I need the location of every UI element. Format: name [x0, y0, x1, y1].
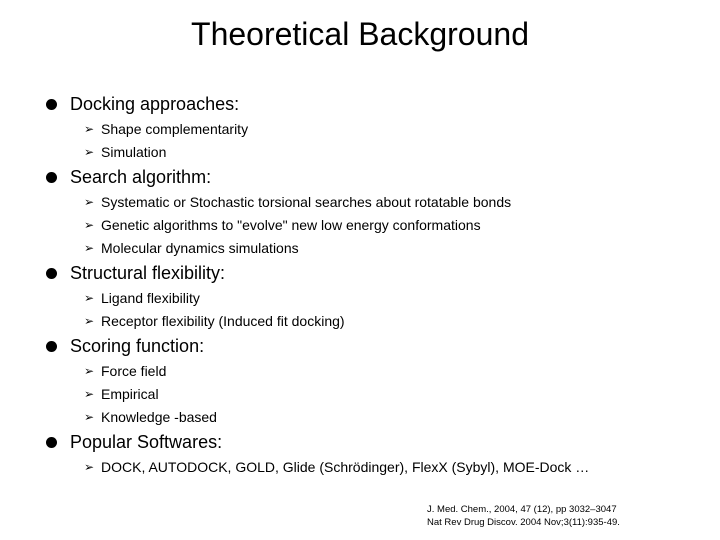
bullet-label: Scoring function:	[70, 336, 205, 356]
reference: J. Med. Chem., 2004, 47 (12), pp 3032–3047	[427, 504, 617, 515]
sub-bullet-item	[0, 191, 720, 214]
arrow-bullet-icon: ➢	[84, 460, 95, 474]
arrow-bullet-icon: ➢	[84, 241, 95, 255]
arrow-bullet-icon: ➢	[84, 195, 95, 209]
sub-bullet-item	[0, 310, 720, 333]
references	[427, 503, 620, 529]
sub-bullet-item	[0, 141, 720, 164]
arrow-bullet-icon: ➢	[84, 387, 95, 401]
arrow-bullet-icon: ➢	[84, 314, 95, 328]
bullet-label: Search algorithm:	[70, 167, 212, 187]
bullet-dot-icon	[46, 341, 57, 352]
sub-bullet-label: Force field	[101, 363, 167, 379]
sub-bullet-label: Empirical	[101, 386, 159, 402]
arrow-bullet-icon: ➢	[84, 291, 95, 305]
bullet-label: Popular Softwares:	[70, 432, 223, 452]
sub-bullet-item	[0, 360, 720, 383]
sub-bullet-item	[0, 456, 720, 479]
sub-bullet-label: Ligand flexibility	[101, 290, 200, 306]
sub-bullet-item	[0, 406, 720, 429]
sub-bullet-label: Molecular dynamics simulations	[101, 240, 299, 256]
sub-bullet-item	[0, 383, 720, 406]
bullet-dot-icon	[46, 437, 57, 448]
bullet-item	[0, 164, 720, 191]
bullet-list	[0, 91, 720, 479]
sub-bullet-label: Genetic algorithms to "evolve" new low energy conformations	[101, 217, 481, 233]
reference: Nat Rev Drug Discov. 2004 Nov;3(11):935-49.	[427, 517, 620, 528]
arrow-bullet-icon: ➢	[84, 122, 95, 136]
sub-bullet-label: Shape complementarity	[101, 121, 249, 137]
bullet-label: Docking approaches:	[70, 94, 240, 114]
sub-bullet-item	[0, 237, 720, 260]
arrow-bullet-icon: ➢	[84, 145, 95, 159]
sub-bullet-label: Receptor flexibility (Induced fit docking)	[101, 313, 345, 329]
sub-bullet-item	[0, 287, 720, 310]
bullet-dot-icon	[46, 268, 57, 279]
sub-bullet-item	[0, 214, 720, 237]
sub-bullet-label: Systematic or Stochastic torsional searches about rotatable bonds	[101, 194, 512, 210]
arrow-bullet-icon: ➢	[84, 410, 95, 424]
bullet-item	[0, 260, 720, 287]
bullet-dot-icon	[46, 172, 57, 183]
bullet-item	[0, 333, 720, 360]
sub-bullet-item	[0, 118, 720, 141]
bullet-item	[0, 91, 720, 118]
slide-title: Theoretical Background	[191, 16, 529, 52]
sub-bullet-label: Knowledge -based	[101, 409, 217, 425]
arrow-bullet-icon: ➢	[84, 218, 95, 232]
sub-bullet-label: Simulation	[101, 144, 167, 160]
sub-bullet-label: DOCK, AUTODOCK, GOLD, Glide (Schrödinger), FlexX (Sybyl), MOE-Dock …	[101, 459, 590, 475]
bullet-item	[0, 429, 720, 456]
bullet-dot-icon	[46, 99, 57, 110]
bullet-label: Structural flexibility:	[70, 263, 226, 283]
arrow-bullet-icon: ➢	[84, 364, 95, 378]
